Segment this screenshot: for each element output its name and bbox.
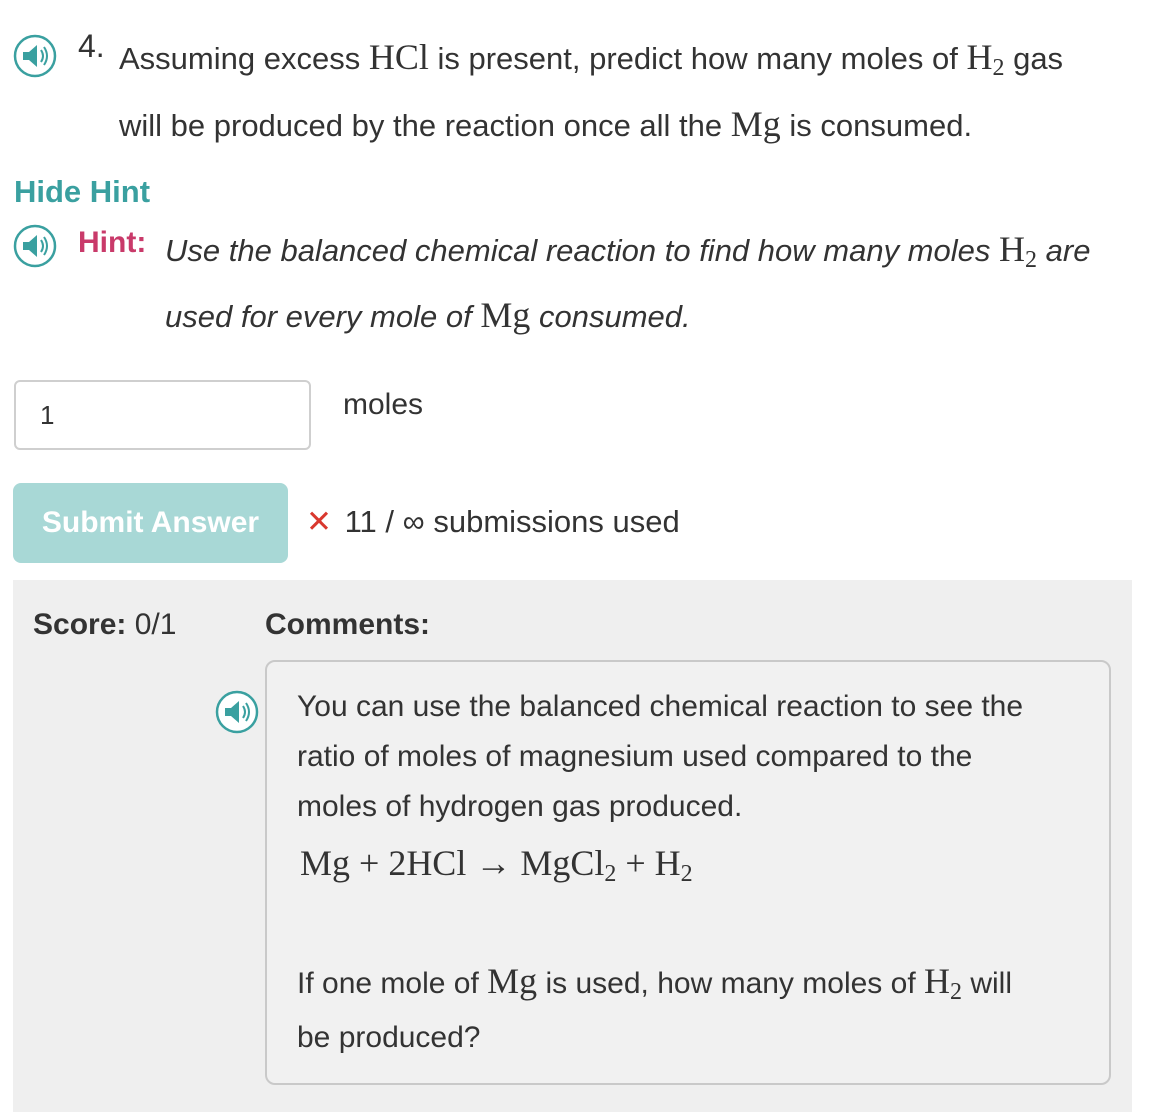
chemical-equation: Mg + 2HCl → MgCl$_2$ + $H_2$ bbox=[300, 843, 693, 887]
speaker-icon[interactable] bbox=[215, 690, 259, 734]
hide-hint-link[interactable]: Hide Hint bbox=[14, 174, 151, 209]
submit-answer-button[interactable]: Submit Answer bbox=[13, 483, 288, 563]
score: Score: 0/1 bbox=[33, 608, 177, 641]
followup-question-line1: If one mole of Mg is used, how many moles of $H_2$ will bbox=[297, 961, 1013, 1005]
hint-text-line1: Use the balanced chemical reaction to find how many moles $H_2$ are bbox=[165, 229, 1091, 273]
speaker-icon[interactable] bbox=[13, 34, 57, 78]
submissions-status: ✕ 11 / ∞ submissions used bbox=[306, 504, 680, 539]
hint-text-line2: used for every mole of Mg consumed. bbox=[165, 295, 691, 335]
comment-line: You can use the balanced chemical reaction to see the bbox=[297, 690, 1024, 723]
speaker-icon[interactable] bbox=[13, 224, 57, 268]
unit-label: moles bbox=[343, 388, 424, 421]
comment-line: ratio of moles of magnesium used compared to the bbox=[297, 740, 973, 773]
comments-heading: Comments: bbox=[265, 608, 431, 641]
question-text-line1: Assuming excess HCl is present, predict how many moles of $H_2$ gas bbox=[119, 37, 1064, 81]
question-number: 4. bbox=[78, 28, 105, 64]
question-text-line2: will be produced by the reaction once all the Mg is consumed. bbox=[119, 104, 973, 144]
followup-question-line2: be produced? bbox=[297, 1021, 481, 1054]
answer-input[interactable] bbox=[14, 380, 311, 450]
comment-line: moles of hydrogen gas produced. bbox=[297, 790, 743, 823]
incorrect-icon: ✕ bbox=[306, 504, 332, 539]
hint-label: Hint: bbox=[78, 226, 147, 259]
